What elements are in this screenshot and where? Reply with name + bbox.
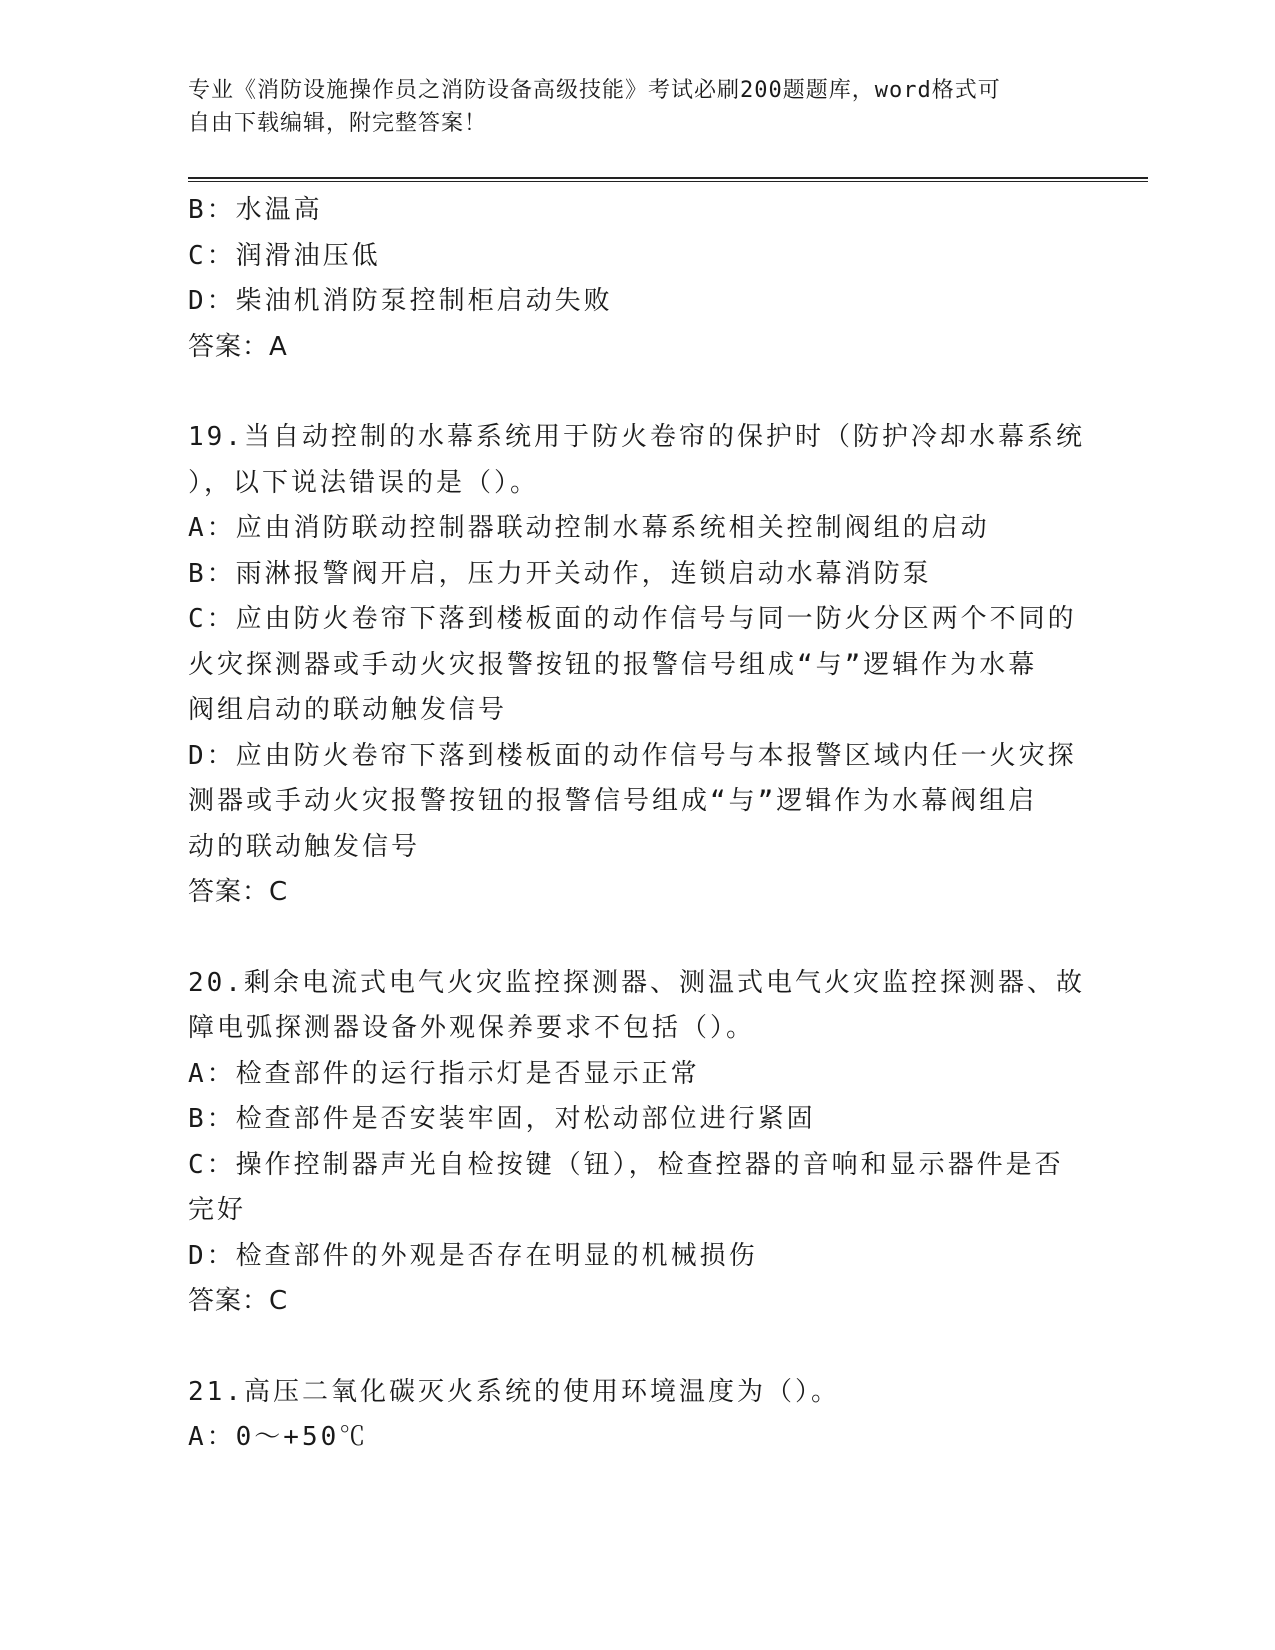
option-a: A：0～+50℃ [188,1422,369,1452]
option-d: D：应由防火卷帘下落到楼板面的动作信号与本报警区域内任一火灾探 [188,740,1077,771]
question-stem: 21.高压二氧化碳灭火系统的使用环境温度为（）。 [188,1376,840,1407]
question-stem: ），以下说法错误的是（）。 [188,467,540,498]
answer: 答案：A [188,331,288,362]
header-title-line-2: 自由下载编辑，附完整答案！ [188,111,488,136]
option-d: 测器或手动火灾报警按钮的报警信号组成“与”逻辑作为水幕阀组启 [188,786,1038,816]
spacer [188,916,1068,961]
question-content [188,188,1085,1461]
option-a: A：检查部件的运行指示灯是否显示正常 [188,1058,700,1089]
option-c: C：操作控制器声光自检按键（钮），检查控器的音响和显示器件是否 [188,1149,1064,1180]
option-c: 阀组启动的联动触发信号 [188,695,508,725]
option-d: D：检查部件的外观是否存在明显的机械损伤 [188,1240,758,1271]
option-c: C：润滑油压低 [188,240,381,271]
page-header [188,74,1088,140]
option-c: 火灾探测器或手动火灾报警按钮的报警信号组成“与”逻辑作为水幕 [188,649,1038,680]
option-b: B：水温高 [188,195,323,225]
question-21 [188,1370,1068,1461]
option-c: C：应由防火卷帘下落到楼板面的动作信号与同一防火分区两个不同的 [188,604,1077,634]
header-title-line-1: 专业《消防设施操作员之消防设备高级技能》考试必刷200题题库，word格式可 [188,78,1001,103]
question-stem: 障电弧探测器设备外观保养要求不包括（）。 [188,1013,756,1043]
question-stem: 20.剩余电流式电气火灾监控探测器、测温式电气火灾监控探测器、故 [188,967,1085,998]
option-a: A：应由消防联动控制器联动控制水幕系统相关控制阀组的启动 [188,513,990,543]
option-b: B：雨淋报警阀开启，压力开关动作，连锁启动水幕消防泵 [188,558,932,589]
option-d: 动的联动触发信号 [188,831,421,862]
answer: 答案：C [188,1286,289,1316]
spacer [188,370,1068,415]
spacer [188,1325,1068,1370]
question-stem: 19.当自动控制的水幕系统用于防火卷帘的保护时（防护冷却水幕系统 [188,422,1085,452]
question-18-tail [188,188,1068,370]
option-b: B：检查部件是否安装牢固，对松动部位进行紧固 [188,1104,816,1134]
header-divider [188,177,1148,182]
option-c: 完好 [188,1195,247,1225]
question-19 [188,415,1085,916]
question-20 [188,961,1085,1325]
option-d: D：柴油机消防泵控制柜启动失败 [188,286,613,316]
answer: 答案：C [188,877,289,907]
